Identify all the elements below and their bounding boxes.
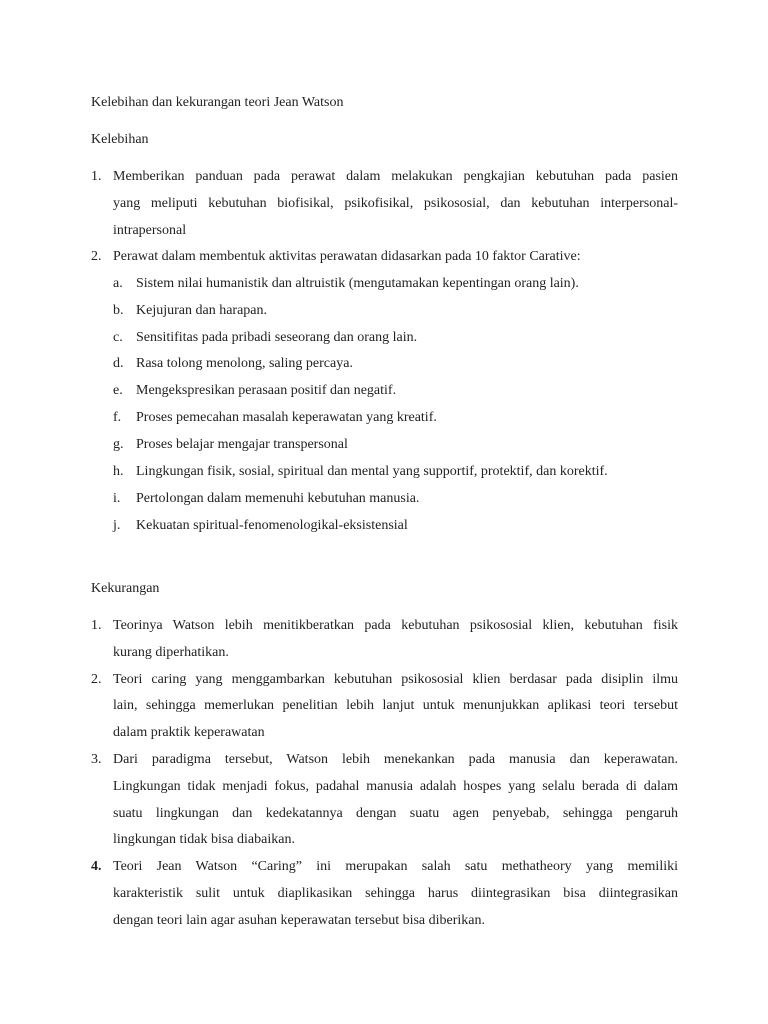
list-number: 2.: [91, 249, 102, 264]
list-item-line: dalam praktik keperawatan: [113, 725, 265, 740]
sublist-item: Kekuatan spiritual-fenomenologikal-eksistensial: [136, 518, 408, 533]
sublist-letter: e.: [113, 383, 123, 398]
list-item-line: Teori Jean Watson “Caring” ini merupakan salah satu methatheory yang memiliki: [113, 859, 678, 874]
list-item-line: kurang diperhatikan.: [113, 645, 229, 660]
list-item-line: karakteristik sulit untuk diaplikasikan sehingga harus diintegrasikan bisa diintegrasikan: [113, 886, 678, 901]
document-title: Kelebihan dan kekurangan teori Jean Watson: [91, 95, 344, 110]
list-item-line: Dari paradigma tersebut, Watson lebih menekankan pada manusia dan keperawatan.: [113, 752, 678, 767]
list-item-line: Teori caring yang menggambarkan kebutuhan psikososial klien berdasar pada disiplin ilmu: [113, 672, 678, 687]
list-number: 1.: [91, 169, 102, 184]
list-item-line: yang meliputi kebutuhan biofisikal, psikofisikal, psikososial, dan kebutuhan interpersonal-: [113, 196, 678, 211]
sublist-item: Sensitifitas pada pribadi seseorang dan orang lain.: [136, 330, 418, 345]
sublist-letter: i.: [113, 491, 121, 506]
list-number: 3.: [91, 752, 102, 767]
kelebihan-heading: Kelebihan: [91, 132, 149, 147]
sublist-letter: d.: [113, 356, 124, 371]
sublist-item: Lingkungan fisik, sosial, spiritual dan mental yang supportif, protektif, dan korektif.: [136, 464, 608, 479]
sublist-item: Sistem nilai humanistik dan altruistik (mengutamakan kepentingan orang lain).: [136, 276, 579, 291]
sublist-letter: c.: [113, 330, 123, 345]
list-number: 4.: [91, 859, 102, 874]
list-item-line: Lingkungan tidak menjadi fokus, padahal manusia adalah hospes yang selalu berada di dalam: [113, 779, 678, 794]
list-item-line: Teorinya Watson lebih menitikberatkan pada kebutuhan psikososial klien, kebutuhan fisik: [113, 618, 678, 633]
list-number: 2.: [91, 672, 102, 687]
list-item-line: lingkungan tidak bisa diabaikan.: [113, 832, 295, 847]
sublist-item: Mengekspresikan perasaan positif dan negatif.: [136, 383, 397, 398]
sublist-item: Proses belajar mengajar transpersonal: [136, 437, 348, 452]
list-item-line: lain, sehingga memerlukan penelitian lebih lanjut untuk menunjukkan aplikasi teori tersebut: [113, 698, 678, 713]
list-item-text: Perawat dalam membentuk aktivitas perawatan didasarkan pada 10 faktor Carative:: [113, 249, 581, 264]
sublist-letter: b.: [113, 303, 124, 318]
kekurangan-heading: Kekurangan: [91, 581, 160, 596]
sublist-letter: f.: [113, 410, 122, 425]
sublist-item: Proses pemecahan masalah keperawatan yang kreatif.: [136, 410, 437, 425]
sublist-letter: j.: [113, 518, 121, 533]
list-item-line: suatu lingkungan dan kedekatannya dengan suatu agen penyebab, sehingga pengaruh: [113, 806, 678, 821]
sublist-letter: h.: [113, 464, 124, 479]
list-item-line: dengan teori lain agar asuhan keperawatan tersebut bisa diberikan.: [113, 913, 486, 928]
sublist-item: Rasa tolong menolong, saling percaya.: [136, 356, 353, 371]
sublist-letter: a.: [113, 276, 123, 291]
list-item-line: intrapersonal: [113, 223, 187, 238]
sublist-letter: g.: [113, 437, 124, 452]
list-number: 1.: [91, 618, 102, 633]
list-item-line: Memberikan panduan pada perawat dalam melakukan pengkajian kebutuhan pada pasien: [113, 169, 678, 184]
sublist-item: Kejujuran dan harapan.: [136, 303, 267, 318]
sublist-item: Pertolongan dalam memenuhi kebutuhan manusia.: [136, 491, 420, 506]
